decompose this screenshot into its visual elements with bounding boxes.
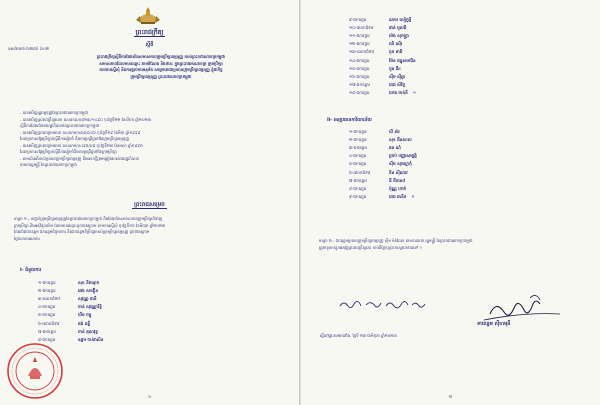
preamble xyxy=(58,54,264,80)
consideration-line: នាយករដ្ឋមន្ត្រី នៃព្រះរាជាណាចក្រកម្ពុជា xyxy=(20,162,77,167)
member-row: ១២-ឯកឧត្តម ឈិ ស៊ើរ xyxy=(349,41,403,47)
article-line: មាត្រា ១.- បញ្ជាក់ក្រុមប្រឹក្សាធម្មនុញ្ញនៃព្រះរាជាណាចក្រកម្ពុជា និងតែងតាំងសមាសភាពក្រុមប្រឹក្សាជំនាញ xyxy=(14,216,163,221)
member-list-assistants xyxy=(38,279,258,345)
member-row: ១-ឯកឧត្តម សុខ នឹកណុក xyxy=(38,279,100,285)
member-row: ៤-ឯកឧត្តម ចាន់ សុវណ្ណារិទ្ធិ xyxy=(38,304,102,310)
member-row: ២-ឯកឧត្តម ឆេង សាវឿន xyxy=(38,287,98,293)
handwritten-date-signature xyxy=(336,296,436,312)
member-row: ៦-លោកជំទាវ ចិន ស៊ីណាវ xyxy=(349,169,408,175)
article-1 xyxy=(14,216,286,242)
page-number-right: ២ xyxy=(448,394,453,399)
member-row: ១៧-ឯកឧត្តម ពេជ សំវិទ្ធ xyxy=(349,82,406,88)
issued-place-date: ធ្វើនៅព្រះបរមរាជវាំង, ថ្ងៃទី ២៣ ខែមិថុនា ឆ្នាំ២០២៣ xyxy=(320,333,397,338)
member-row: ៧-ឯកឧត្តម ចាន់ គុណវុទ្ធ xyxy=(38,328,98,334)
member-row: ៩-ឯកឧត្តម ពេជ ឆានីទ ១ xyxy=(349,194,415,200)
consideration-line: ដែលប្រកាសឱ្យប្រើច្បាប់ស្តីពីការរៀបចំនិងការប្រព្រឹត្តទៅនៃក្រុមប្រឹក្សា xyxy=(20,149,117,154)
member-row: ៩-ឯកឧត្តម ណយ សៀក្ខទ្ធិ xyxy=(349,16,412,22)
royal-signature xyxy=(470,284,590,344)
page-number-left: ១ xyxy=(147,394,152,399)
member-list-deputy-chiefs xyxy=(349,128,579,202)
signer-name: ទាពេន្ទម ស៊ីហមុនី xyxy=(477,321,511,327)
reference-number: នស/រកត/០៦២៣/ ៦០២ xyxy=(8,46,49,51)
preamble-line: ក្រុមប្រឹក្សាធម្មនុញ្ញ ព្រះរាជាណាចក្រកម្ពុជា xyxy=(130,73,192,79)
decree-title: ព្រះរាជក្រឹត្យ xyxy=(135,29,164,36)
member-row: ១១-ឯកឧត្តម ម៉េង សុភក្ត្រា xyxy=(349,32,409,38)
official-seal-stamp xyxy=(6,342,64,400)
member-row: ៥-ឯកឧត្តម ស៊ឹម សុផល្លាកុំ xyxy=(349,161,412,167)
consideration-line: - បានឃើញរដ្ឋធម្មនុញ្ញនៃព្រះរាជាណាចក្រកម្ពុជា xyxy=(20,110,89,115)
article-line: ត្រូវទទួលបន្ទុកអនុវត្តព្រះរាជក្រឹត្យនេះ ចាប់ពីថ្ងៃចុះព្រះហស្តលេខាតទៅ ។ xyxy=(319,244,422,250)
member-row: ៨-ឯកឧត្តម ឧត្តម ចាន់វាសិន xyxy=(38,336,104,342)
article-line: ក្រុមប្រឹក្សា និងអនុវិទ្យាល័យ ដែលមានឈ្មោះដូចខាងក្រោម តាមការស្នើសុំ ចុះថ្ងៃទី១៦ ខែមិថុនា ឆ្នាំ២០២៣ xyxy=(14,222,166,228)
article-line: តែងតាំងឯកឧត្តម ឯកឧត្តមជំនួយការ និងឯកឧត្តមទីប្រឹក្សារបស់ក្រុមប្រឹក្សាធម្មនុញ្ញ ដូចខាងក្រោម xyxy=(14,229,150,235)
decree-subtitle: ស្តីពី xyxy=(145,42,154,48)
section-heading-deputy-chiefs: II- អនុប្រធានការិយាល័យ xyxy=(327,118,372,123)
preamble-line: សមាសភាពដែលមានឈ្មោះ តាមតំណែង និងឋានៈ ក្នុងព្រះរាជអាណាចក្រ ក្រុមប្រឹក្សា xyxy=(99,60,223,66)
member-row: ៤-ឯកឧត្តម ព្រាប់ បញ្ញាសម្បត្តិ xyxy=(349,153,417,159)
member-row: ១៨-ឯកឧត្តម ហេង ចាន់នី ១ xyxy=(349,90,416,96)
article-line: ផ្នែកសាធារណការ xyxy=(14,235,40,241)
consideration-line: ស្តីពីការតែងតាំងរាជរដ្ឋាភិបាលនៃព្រះរាជាណាចក្រកម្ពុជា xyxy=(20,123,100,128)
member-row: ១៦-ឯកឧត្តម ស៊ឹម ស៊ីអ្វា xyxy=(349,73,406,79)
article-line: មាត្រា ២.- ឯកឧត្តមប្រធានក្រុមប្រឹក្សាធម្មនុញ្ញ ស៊ីម ម៉ន់តែល តាមការធានា រដ្ឋមន្ត្រី នៃព្រះរាជាណាចក្រកម្ពុជា xyxy=(319,238,473,243)
member-row: ១-ឯកឧត្តម ឃី ស៊រ xyxy=(349,128,400,134)
consideration-line: - បានឃើញព្រះរាជក្រមលេខ នស/រកម/០៤៩៥/០៨ ចុះថ្ងៃទី២៣ ខែមេសា ឆ្នាំ១៩៩៥ xyxy=(20,142,143,148)
member-row: ១៤-ឯកឧត្តម ម៉ែន ផន្ទុសមារ៉ែន xyxy=(349,57,416,63)
section-heading-assistants: I- ជំនួយការ xyxy=(20,268,42,273)
member-row: ១៣-លោកជំទាវ ពុទ តាតិ xyxy=(349,49,403,55)
member-row: ៣-ឯកឧត្តម ឆន ណំ xyxy=(349,144,401,150)
royal-crest-icon xyxy=(133,6,163,26)
member-row: ៧-ឯកឧត្តម ជី តីបសៅ xyxy=(349,177,406,183)
member-row: ១០-លោកជំទាវ ផាន់ ចូលធី xyxy=(349,24,407,30)
considerations-list xyxy=(20,110,282,169)
decides-heading: ព្រះរាជសម្រេច xyxy=(134,202,165,208)
consideration-line: - បានឃើញព្រះរាជក្រឹត្យលេខ នស/រកត/០៨២៣/១៤៩០ ចុះថ្ងៃទី២២ ខែសីហា ឆ្នាំ២០២៣ xyxy=(20,116,151,122)
member-row: ១៥-ឯកឧត្តម ចូន ធីរៈ xyxy=(349,65,402,71)
consideration-line: - តាមសំណើរបស់ប្រធានក្រុមប្រឹក្សាធម្មនុញ្ញ និងសេចក្តីព្រមព្រៀងរបស់រាជរដ្ឋាភិបាល xyxy=(20,155,140,161)
preamble-line: តាមការស្នើសុំ និងការផ្តល់ការអនុម័ត សម្តេចតេជោប្រធានក្រុមប្រឹក្សាធម្មនុញ្ញ ខ្ញុំជាកិច្ច xyxy=(99,67,223,73)
member-list-assistants-continued xyxy=(349,16,579,98)
member-row: ២-ឯកឧត្តម សុខ តីនសាល xyxy=(349,136,412,142)
member-row: ៥-ឯកឧត្តម ឃឹម ចន្ធូ xyxy=(38,312,92,318)
consideration-line: ដែលប្រកាសឱ្យប្រើច្បាប់ស្តីពីការរៀបចំ និងការប្រព្រឹត្តទៅនៃក្រុមប្រឹក្សាធម្មនុញ្ញ xyxy=(20,136,130,141)
member-row: ៦-លោកជំទាវ គង់ ពន្លឺ xyxy=(38,320,91,326)
member-row: ៨-ឯកឧត្តម ប៉ុណ្ណ ហាក់ xyxy=(349,185,407,191)
preamble-line: ព្រះរាជក្រឹត្យស្តីពីការតែងតាំងសមាសភាពក្រុមប្រឹក្សាធម្មនុញ្ញ របស់ព្រះរាជាណាចក្រកម្ពុជា xyxy=(96,54,226,59)
consideration-line: - បានឃើញព្រះរាជក្រមលេខ នស/រកម/០៣៩៨/០៦ ចុះថ្ងៃទី១៩ ខែមីនា ឆ្នាំ១៩៩៨ xyxy=(20,129,141,135)
member-row: ៣-លោកជំទាវ សុវណ្ណ ដានី xyxy=(38,295,97,301)
article-2 xyxy=(319,238,589,251)
